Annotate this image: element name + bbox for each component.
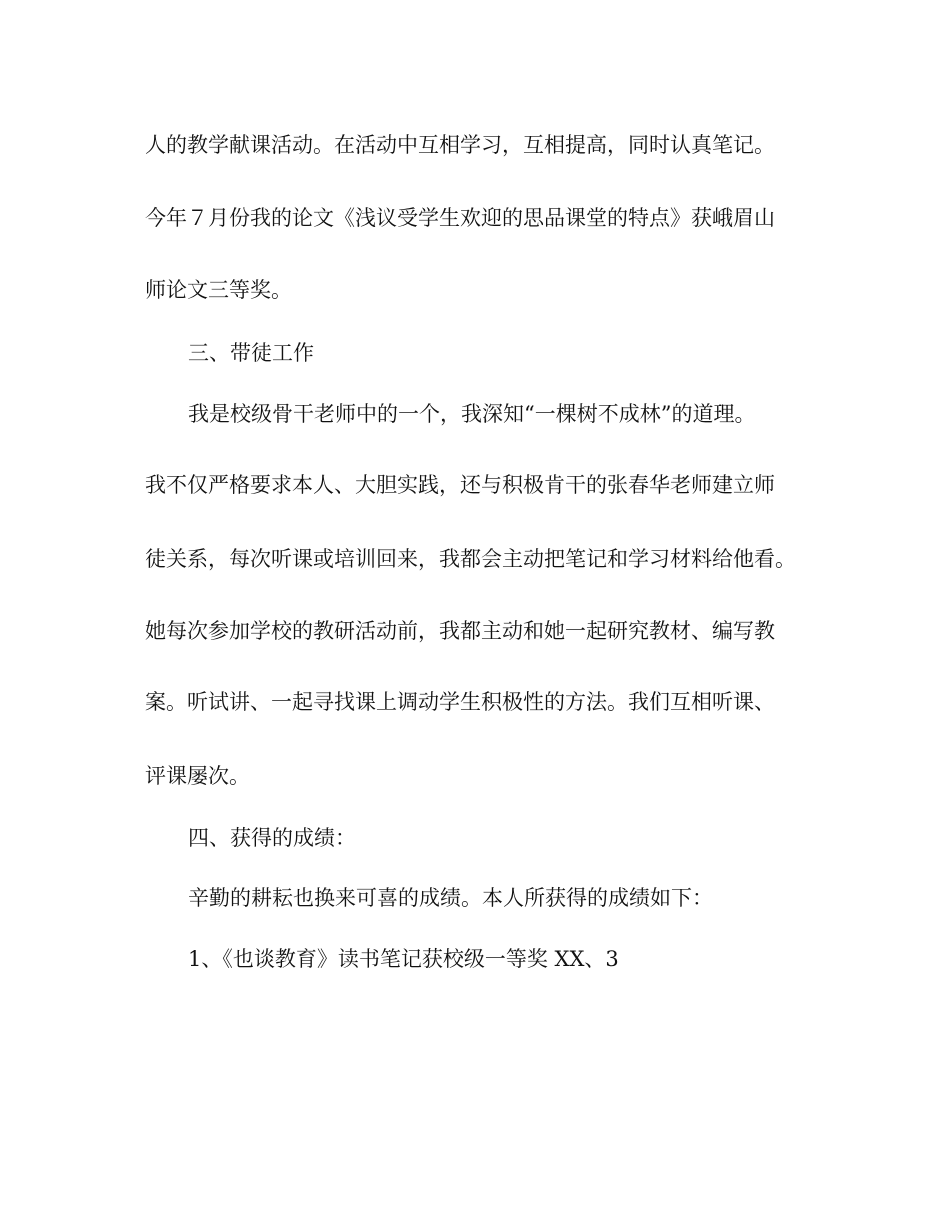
text-line: 辛勤的耕耘也换来可喜的成绩。本人所获得的成绩如下： — [188, 886, 713, 910]
text-line: 我是校级骨干老师中的一个，我深知“一棵树不成林”的道理。 — [188, 402, 756, 426]
text-line: 人的教学献课活动。在活动中互相学习，互相提高，同时认真笔记。 — [145, 133, 775, 157]
section-heading: 四、获得的成绩： — [188, 826, 356, 850]
text-line: 她每次参加学校的教研活动前，我都主动和她一起研究教材、编写教 — [145, 619, 775, 643]
text-line: 案。听试讲、一起寻找课上调动学生积极性的方法。我们互相听课、 — [145, 690, 775, 714]
section-heading: 三、带徒工作 — [188, 341, 314, 365]
text-line: 评课屡次。 — [145, 764, 250, 788]
text-line: 我不仅严格要求本人、大胆实践，还与积极肯干的张春华老师建立师 — [145, 473, 775, 497]
text-line: 师论文三等奖。 — [145, 278, 292, 302]
text-line: 今年７月份我的论文《浅议受学生欢迎的思品课堂的特点》获峨眉山 — [145, 206, 775, 230]
list-item: 1、《也谈教育》读书笔记获校级一等奖 XX、3 — [188, 947, 619, 971]
text-line: 徒关系，每次听课或培训回来，我都会主动把笔记和学习材料给他看。 — [145, 547, 796, 571]
